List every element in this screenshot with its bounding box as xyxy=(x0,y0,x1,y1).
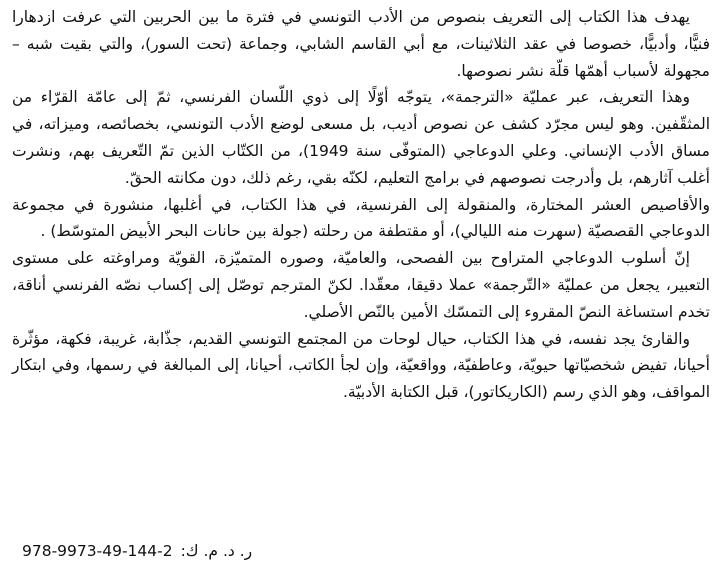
paragraph-stories: والأقاصيص العشر المختارة، والمنقولة إلى الفرنسية، في هذا الكتاب، في أغلبها، منشورة في مجموعة الدوعاجي القصصيّة (سهرت منه الليالي)، أو مقتطفة من رحلته (جولة بين حانات البحر الأبيض المتوسّط) . xyxy=(12,195,710,241)
paragraph-translation: وهذا التعريف، عبر عمليّة «الترجمة»، يتوجّه أوّلًا إلى ذوي اللّسان الفرنسي، ثمّ إلى عامّة القرّاء من المثقّفين. وهو ليس مجرّد كشف عن نصوص أديب، بل مسعى لوضع الأدب التونسي، بخصائصه، وميزاته، في مساق الأدب الإنساني. وعلي الدوعاجي (المتوفّى سنة 1949)، من الكتّاب الذين تمّ التّعريف بهم، ونشرت أغلب آثارهم، بل وأدرجت نصوصهم في برامج التعليم، لكنّه بقي، رغم ذلك، دون مكانته الحقّ. xyxy=(12,88,710,187)
isbn-number: 978-9973-49-144-2 xyxy=(22,542,173,560)
paragraph-style: إنّ أسلوب الدوعاجي المتراوح بين الفصحى، والعاميّة، وصوره المتميّزة، القويّة ومراوغته على مستوى التعبير، يجعل من عمليّة «التّرجمة» عملا دقيقا، معقّدا. لكنّ المترجم توصّل إلى إكساب نصّه الفرنسي أناقة، تخدم استساغة النصّ المقروء إلى التمسّك الأمين بالنّص الأصلي. xyxy=(12,249,710,321)
paragraph-intro: يهدف هذا الكتاب إلى التعريف بنصوص من الأدب التونسي في فترة ما بين الحربين التي عرفت ازدهارا فنيًّا، وأدبيًّا، خصوصا في عقد الثلاثينات، مع أبي القاسم الشابي، وجماعة (تحت السور)، والتي بقيت شبه – مجهولة لأسباب أهمّها قلّة نشر نصوصها. xyxy=(12,8,710,80)
isbn-line xyxy=(12,538,710,564)
paragraph-reader: والقارئ يجد نفسه، في هذا الكتاب، حيال لوحات من المجتمع التونسي القديم، جذّابة، غريبة، فكهة، مؤثّرة أحيانا، تفيض شخصيّاتها حيويّة، وعاطفيّة، وواقعيّة، وإن لجأ الكاتب، أحيانا، إلى المبالغة في رسمها، وفي ابتكار المواقف، وهو الذي رسم (الكاريكاتور)، قبل الكتابة الأدبيّة. xyxy=(12,329,710,402)
isbn-label: ر. د. م. ك: xyxy=(180,542,253,560)
